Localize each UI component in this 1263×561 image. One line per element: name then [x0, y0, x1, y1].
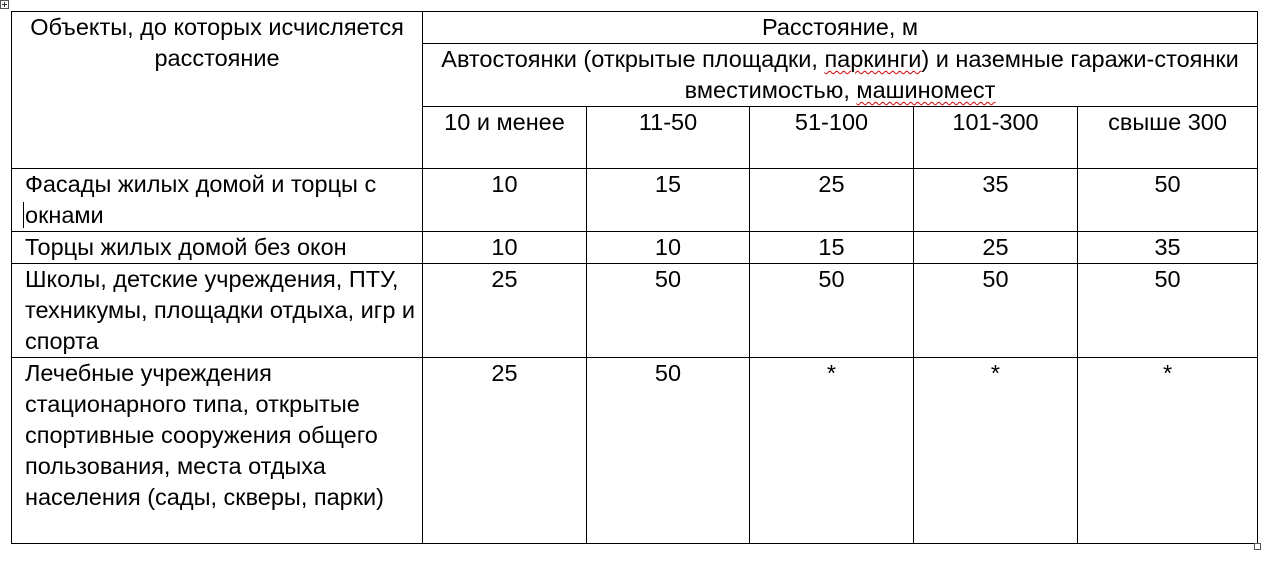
- parking-text-a: Автостоянки (открытые площадки,: [441, 46, 825, 72]
- row-object-label: Фасады жилых домой и торцы с окнами: [25, 171, 377, 228]
- row-value[interactable]: 10: [423, 169, 587, 232]
- table-resize-handle-icon[interactable]: [1254, 543, 1261, 550]
- table-row: [12, 264, 1258, 358]
- row-value[interactable]: 50: [587, 264, 750, 358]
- row-value[interactable]: 10: [587, 232, 750, 264]
- parking-text-b: ) и наземные гаражи-стоянки вместимостью,: [684, 46, 1239, 103]
- row-value[interactable]: 50: [750, 264, 914, 358]
- row-value[interactable]: *: [750, 358, 914, 544]
- row-value[interactable]: *: [914, 358, 1078, 544]
- row-value[interactable]: 35: [914, 169, 1078, 232]
- text-cursor: [23, 202, 24, 228]
- row-value[interactable]: 50: [914, 264, 1078, 358]
- row-value[interactable]: 25: [423, 358, 587, 544]
- row-value[interactable]: 25: [750, 169, 914, 232]
- row-value[interactable]: 50: [1078, 169, 1258, 232]
- row-value[interactable]: 10: [423, 232, 587, 264]
- capacity-header[interactable]: 10 и менее: [423, 107, 587, 169]
- capacity-header[interactable]: 11-50: [587, 107, 750, 169]
- header-parking[interactable]: [423, 44, 1258, 107]
- table-move-handle-icon[interactable]: [0, 0, 9, 9]
- table-row: [12, 169, 1258, 232]
- capacity-header[interactable]: свыше 300: [1078, 107, 1258, 169]
- row-object[interactable]: Лечебные учреждения стационарного типа, открытые спортивные сооружения общего пользования, места отдыха населения (сады, скверы, парки): [12, 358, 423, 544]
- row-object[interactable]: Школы, детские учреждения, ПТУ, техникумы, площадки отдыха, игр и спорта: [12, 264, 423, 358]
- spellcheck-flagged-word[interactable]: паркинги: [824, 46, 922, 72]
- row-value[interactable]: 50: [1078, 264, 1258, 358]
- row-object[interactable]: Торцы жилых домой без окон: [12, 232, 423, 264]
- capacity-header[interactable]: 51-100: [750, 107, 914, 169]
- header-distance[interactable]: Расстояние, м: [423, 12, 1258, 44]
- row-value[interactable]: 25: [914, 232, 1078, 264]
- capacity-header[interactable]: 101-300: [914, 107, 1078, 169]
- spellcheck-flagged-word[interactable]: машиномест: [856, 77, 996, 103]
- row-value[interactable]: 35: [1078, 232, 1258, 264]
- table-row: [12, 358, 1258, 544]
- distance-table: [11, 11, 1258, 544]
- row-value[interactable]: 25: [423, 264, 587, 358]
- row-value[interactable]: 50: [587, 358, 750, 544]
- row-value[interactable]: *: [1078, 358, 1258, 544]
- table-row: [12, 232, 1258, 264]
- row-value[interactable]: 15: [750, 232, 914, 264]
- row-value[interactable]: 15: [587, 169, 750, 232]
- row-object[interactable]: [12, 169, 423, 232]
- header-objects[interactable]: Объекты, до которых исчисляется расстояние: [12, 12, 423, 169]
